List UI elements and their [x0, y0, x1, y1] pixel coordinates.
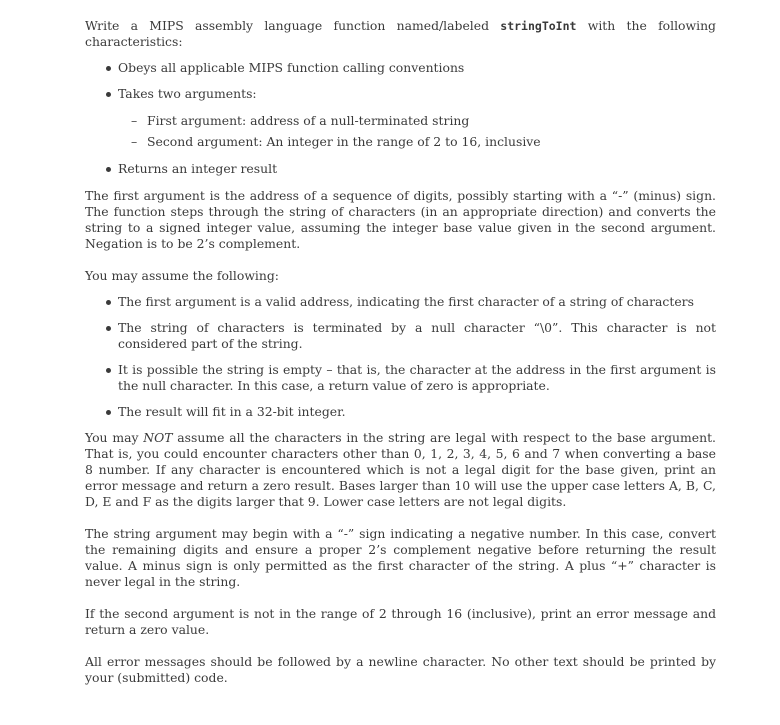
- intro-paragraph: [85, 18, 716, 50]
- description-paragraph: The first argument is the address of a sequence of digits, possibly starting with a “-” (minus) sign. The function steps through the string of characters (in an appropriate direction) and converts the string to a signed integer value, assuming the integer base value given in the second argument. Negation is to be 2’s complement.: [85, 188, 716, 251]
- emphasis-not: NOT: [143, 430, 173, 445]
- sublist-item: – First argument: address of a null-terminated string: [85, 113, 716, 129]
- list-item: It is possible the string is empty – that is, the character at the address in the first argument is the null character. In this case, a return value of zero is appropriate.: [85, 362, 716, 394]
- para-text-end: assume all the characters in the string are legal with respect to the base argument. That is, you could encounter characters other than 0, 1, 2, 3, 4, 5, 6 and 7 when converting a base 8 number. If any character is encountered which is not a legal digit for the base given, print an error message and return a zero result. Bases larger than 10 will use the upper case letters A, B, C, D, E and F as the digits larger that 9. Lower case letters are not legal digits.: [85, 430, 716, 509]
- list-item-text: Takes two arguments:: [118, 86, 257, 101]
- assumptions-list: [85, 294, 716, 420]
- intro-text-end: with the following characteristics:: [85, 18, 716, 49]
- para-text: You may: [85, 430, 144, 445]
- negative-number-paragraph: The string argument may begin with a “-” sign indicating a negative number. In this case, convert the remaining digits and ensure a proper 2’s complement negative before returning the result value. A minus sign is only permitted as the first character of the string. A plus “+” character is never legal in the string.: [85, 526, 716, 589]
- list-item: The string of characters is terminated by a null character “\0”. This character is not considered part of the string.: [85, 320, 716, 352]
- sublist-item: – Second argument: An integer in the range of 2 to 16, inclusive: [85, 134, 716, 150]
- arguments-sublist: [85, 113, 716, 150]
- characteristics-list: [85, 60, 716, 177]
- intro-text: Write a MIPS assembly language function named/labeled: [85, 18, 501, 33]
- assignment-document: [85, 18, 716, 686]
- list-item: Returns an integer result: [85, 161, 716, 177]
- error-message-paragraph: All error messages should be followed by a newline character. No other text should be printed by your (submitted) code.: [85, 654, 716, 685]
- list-item: [85, 86, 716, 150]
- legal-digits-paragraph: [85, 430, 716, 510]
- assumptions-heading: You may assume the following:: [85, 268, 279, 283]
- list-item: Obeys all applicable MIPS function calling conventions: [85, 60, 716, 76]
- list-item: The result will fit in a 32-bit integer.: [85, 404, 716, 420]
- list-item: The first argument is a valid address, indicating the first character of a string of characters: [85, 294, 716, 310]
- base-range-paragraph: If the second argument is not in the range of 2 through 16 (inclusive), print an error message and return a zero value.: [85, 606, 716, 637]
- function-name-code: stringToInt: [500, 19, 577, 33]
